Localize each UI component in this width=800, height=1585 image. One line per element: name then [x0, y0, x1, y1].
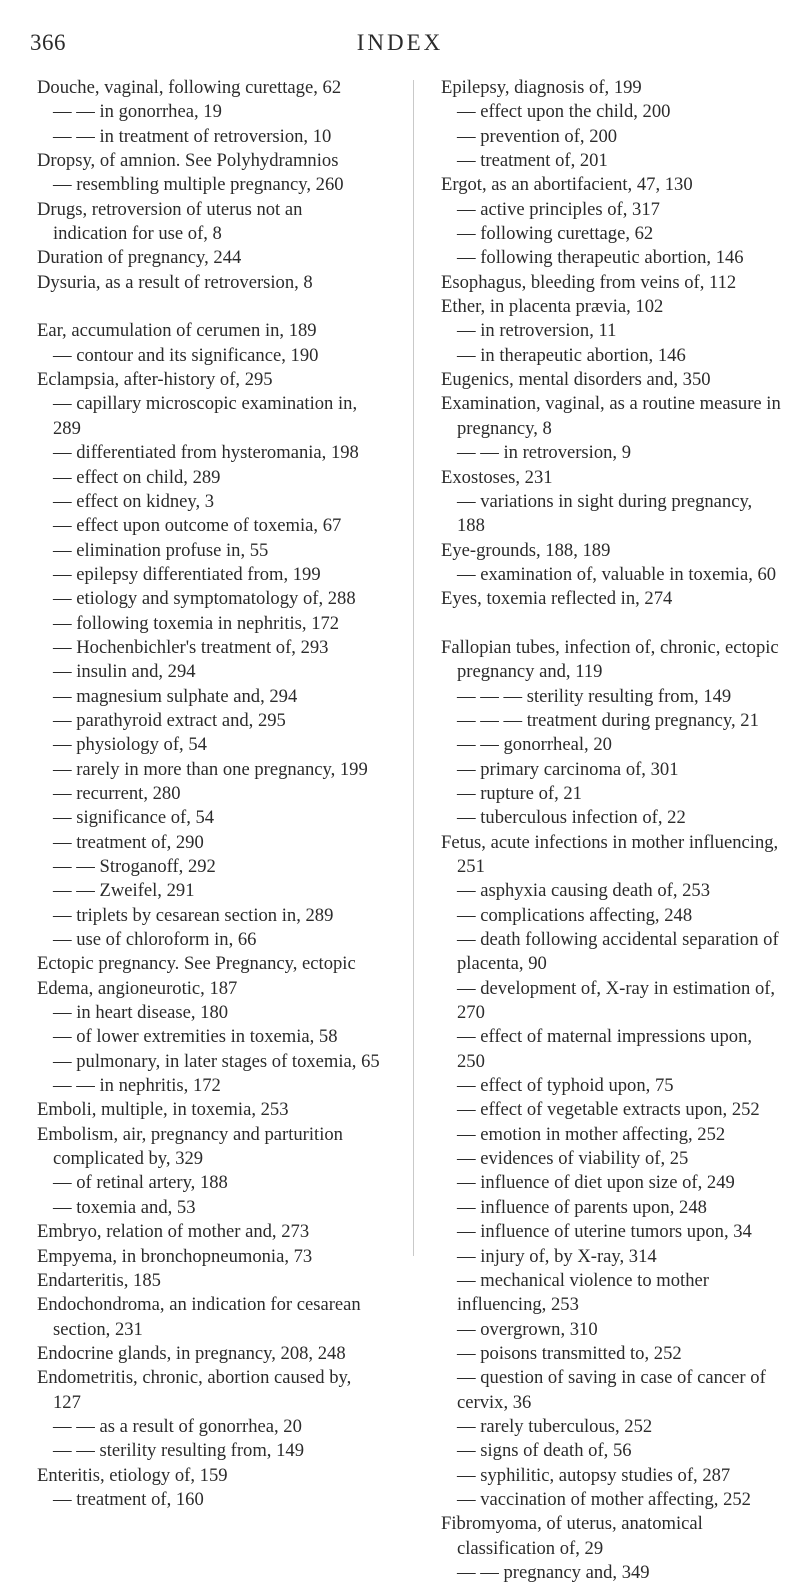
- index-subentry: — in therapeutic abortion, 146: [457, 344, 686, 366]
- index-subentry: — in retroversion, 11: [457, 320, 617, 342]
- index-subentry: — mechanical violence to mother influencing, 253: [457, 1269, 709, 1316]
- index-entry: Fibromyoma, of uterus, anatomical classification of, 29: [441, 1513, 703, 1559]
- index-subentry: — following curettage, 62: [457, 223, 654, 245]
- index-subentry: — effect on child, 289: [53, 466, 221, 488]
- index-entry: Endocrine glands, in pregnancy, 208, 248: [37, 1342, 346, 1364]
- index-subentry: — rarely tuberculous, 252: [457, 1415, 653, 1437]
- index-subentry: — — — treatment during pregnancy, 21: [457, 709, 759, 731]
- index-entry: Fallopian tubes, infection of, chronic, ectopic pregnancy and, 119: [441, 636, 779, 683]
- index-subentry: — injury of, by X-ray, 314: [457, 1245, 657, 1267]
- index-subentry: — Hochenbichler's treatment of, 293: [53, 636, 329, 658]
- index-subentry: — — in gonorrhea, 19: [53, 101, 222, 123]
- index-subentry: — variations in sight during pregnancy, 188: [457, 490, 753, 537]
- index-subentry: — — sterility resulting from, 149: [53, 1440, 304, 1462]
- running-title: INDEX: [356, 30, 444, 55]
- index-subentry: — in heart disease, 180: [53, 1002, 229, 1024]
- index-subentry: — evidences of viability of, 25: [457, 1148, 689, 1170]
- index-column-right: [441, 76, 781, 1585]
- index-subentry: — prevention of, 200: [457, 125, 618, 147]
- index-subentry: — parathyroid extract and, 295: [53, 709, 286, 731]
- index-subentry: — effect of typhoid upon, 75: [457, 1075, 674, 1097]
- index-subentry: — — Zweifel, 291: [53, 880, 195, 902]
- index-entry: Dysuria, as a result of retroversion, 8: [37, 271, 313, 293]
- index-subentry: — syphilitic, autopsy studies of, 287: [457, 1464, 731, 1486]
- index-subentry: — resembling multiple pregnancy, 260: [53, 174, 344, 196]
- page-header: [0, 30, 800, 70]
- index-entry: Edema, angioneurotic, 187: [37, 977, 238, 999]
- index-subentry: — significance of, 54: [53, 807, 215, 829]
- index-subentry: — — in retroversion, 9: [457, 442, 632, 464]
- index-entry: Ether, in placenta prævia, 102: [441, 296, 664, 318]
- index-subentry: — death following accidental separation of placenta, 90: [457, 929, 779, 975]
- index-column-left: [37, 76, 380, 1512]
- index-entry: Ectopic pregnancy. See Pregnancy, ectopic: [37, 953, 356, 975]
- index-subentry: — overgrown, 310: [457, 1318, 598, 1340]
- index-entry: Endometritis, chronic, abortion caused by, 127: [37, 1367, 352, 1413]
- index-subentry: — asphyxia causing death of, 253: [457, 880, 711, 902]
- index-subentry: — triplets by cesarean section in, 289: [53, 904, 334, 926]
- section-gap: [37, 295, 380, 319]
- column-divider: [413, 80, 414, 1256]
- index-subentry: — treatment of, 201: [457, 150, 608, 172]
- index-subentry: — tuberculous infection of, 22: [457, 807, 686, 829]
- index-entry: Esophagus, bleeding from veins of, 112: [441, 271, 737, 293]
- index-subentry: — — in treatment of retroversion, 10: [53, 125, 332, 147]
- index-subentry: — effect upon outcome of toxemia, 67: [53, 515, 342, 537]
- index-entry: Epilepsy, diagnosis of, 199: [441, 77, 642, 98]
- index-subentry: — — Stroganoff, 292: [53, 856, 216, 877]
- index-entry: Dropsy, of amnion. See Polyhydramnios: [37, 150, 339, 172]
- index-subentry: — treatment of, 290: [53, 831, 204, 853]
- index-subentry: — differentiated from hysteromania, 198: [53, 442, 359, 464]
- index-subentry: — poisons transmitted to, 252: [457, 1342, 682, 1364]
- index-subentry: — vaccination of mother affecting, 252: [457, 1488, 751, 1510]
- index-entry: Eye-grounds, 188, 189: [441, 539, 611, 561]
- index-subentry: — rupture of, 21: [457, 782, 582, 804]
- index-entry: Drugs, retroversion of uterus not an indication for use of, 8: [37, 198, 303, 245]
- index-subentry: — — in nephritis, 172: [53, 1075, 221, 1097]
- index-subentry: — complications affecting, 248: [457, 904, 693, 926]
- index-subentry: — contour and its significance, 190: [53, 344, 319, 366]
- index-subentry: — signs of death of, 56: [457, 1440, 632, 1462]
- index-subentry: — recurrent, 280: [53, 782, 181, 804]
- index-entry: Exostoses, 231: [441, 466, 553, 488]
- index-subentry: — insulin and, 294: [53, 661, 196, 683]
- index-entry: Douche, vaginal, following curettage, 62: [37, 77, 342, 98]
- index-subentry: — elimination profuse in, 55: [53, 539, 269, 561]
- index-subentry: — etiology and symptomatology of, 288: [53, 588, 356, 610]
- index-subentry: — primary carcinoma of, 301: [457, 758, 679, 780]
- index-subentry: — development of, X-ray in estimation of, 270: [457, 977, 776, 1024]
- index-subentry: — physiology of, 54: [53, 734, 207, 756]
- index-subentry: — effect of vegetable extracts upon, 252: [457, 1099, 760, 1121]
- index-entry: Embryo, relation of mother and, 273: [37, 1221, 310, 1243]
- index-subentry: — following therapeutic abortion, 146: [457, 247, 744, 269]
- index-subentry: — effect of maternal impressions upon, 250: [457, 1026, 753, 1072]
- index-entry: Endochondroma, an indication for cesarean section, 231: [37, 1294, 361, 1340]
- index-entry: Eyes, toxemia reflected in, 274: [441, 588, 673, 610]
- index-entry: Duration of pregnancy, 244: [37, 247, 242, 269]
- index-subentry: — effect upon the child, 200: [457, 101, 671, 123]
- section-gap: [441, 612, 781, 636]
- index-entry: Examination, vaginal, as a routine measure in pregnancy, 8: [441, 393, 781, 439]
- index-subentry: — capillary microscopic examination in, 289: [53, 393, 358, 439]
- index-subentry: — of lower extremities in toxemia, 58: [53, 1026, 338, 1048]
- index-subentry: — — — sterility resulting from, 149: [457, 685, 732, 707]
- index-entry: Empyema, in bronchopneumonia, 73: [37, 1245, 313, 1267]
- index-subentry: — of retinal artery, 188: [53, 1172, 228, 1194]
- index-subentry: — following toxemia in nephritis, 172: [53, 612, 340, 634]
- index-subentry: — — pregnancy and, 349: [457, 1561, 650, 1583]
- index-subentry: — use of chloroform in, 66: [53, 929, 257, 951]
- index-subentry: — treatment of, 160: [53, 1488, 204, 1510]
- index-entry: Eclampsia, after-history of, 295: [37, 369, 273, 391]
- index-entry: Emboli, multiple, in toxemia, 253: [37, 1099, 289, 1121]
- index-subentry: — influence of parents upon, 248: [457, 1196, 707, 1218]
- index-subentry: — effect on kidney, 3: [53, 490, 215, 512]
- index-subentry: — emotion in mother affecting, 252: [457, 1123, 726, 1145]
- index-subentry: — — gonorrheal, 20: [457, 734, 612, 756]
- page-number: 366: [30, 30, 66, 55]
- index-subentry: — — as a result of gonorrhea, 20: [53, 1415, 302, 1437]
- index-entry: Eugenics, mental disorders and, 350: [441, 369, 711, 391]
- index-subentry: — examination of, valuable in toxemia, 60: [457, 563, 777, 585]
- index-entry: Enteritis, etiology of, 159: [37, 1464, 228, 1486]
- index-subentry: — magnesium sulphate and, 294: [53, 685, 298, 707]
- index-subentry: — rarely in more than one pregnancy, 199: [53, 758, 368, 780]
- index-entry: Endarteritis, 185: [37, 1269, 161, 1291]
- index-subentry: — influence of uterine tumors upon, 34: [457, 1221, 752, 1243]
- index-entry: Fetus, acute infections in mother influencing, 251: [441, 831, 779, 877]
- index-subentry: — toxemia and, 53: [53, 1196, 196, 1218]
- index-entry: Ergot, as an abortifacient, 47, 130: [441, 174, 693, 196]
- index-subentry: — epilepsy differentiated from, 199: [53, 563, 321, 585]
- index-entry: Embolism, air, pregnancy and parturition complicated by, 329: [37, 1123, 343, 1170]
- index-subentry: — pulmonary, in later stages of toxemia, 65: [53, 1050, 380, 1072]
- index-subentry: — influence of diet upon size of, 249: [457, 1172, 735, 1194]
- index-entry: Ear, accumulation of cerumen in, 189: [37, 320, 317, 342]
- index-subentry: — question of saving in case of cancer of cervix, 36: [457, 1367, 766, 1413]
- index-subentry: — active principles of, 317: [457, 198, 660, 220]
